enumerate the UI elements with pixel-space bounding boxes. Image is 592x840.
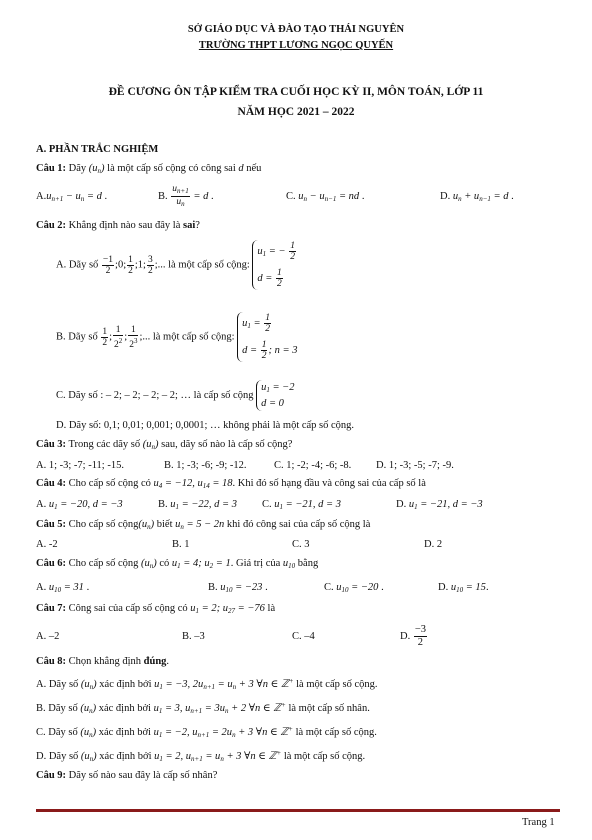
q4-a-label: A. — [36, 499, 47, 510]
q2-b-system: $u_1$ = $\frac{1}{2}$ d = $\frac{1}{2}$ ; n = 3 — [237, 312, 297, 362]
q8-c-label: C. Dãy số — [36, 727, 78, 738]
question-1 — [36, 163, 261, 175]
q2-b-tail: là một cấp số cộng: — [152, 331, 235, 343]
q8-text: Chọn khẳng định — [68, 656, 142, 667]
question-6: Câu 6: Cho cấp số cộng $(u_n)$ có $u_1 = 4$; $u_2 = 1$. Giá trị của $u_{10}$ bằng — [36, 558, 319, 570]
q5-text-a: Cho cấp số cộng — [68, 519, 139, 530]
department-title: SỞ GIÁO DỤC VÀ ĐÀO TẠO THÁI NGUYÊN — [187, 24, 405, 35]
q1-b-label: B. — [158, 190, 168, 202]
q2-a-system: $u_1$ = − $\frac{1}{2}$ d = $\frac{1}{2}$ — [252, 240, 297, 290]
q1-option-c[interactable]: C. $u_n - u_{n-1}$ = nd . — [286, 191, 365, 203]
q8-a-tail: là một cấp số cộng. — [296, 679, 378, 690]
q4-label: Câu 4: — [36, 478, 67, 489]
q3-option-b[interactable]: B. 1; -3; -6; -9; -12. — [164, 460, 247, 471]
q6-option-d[interactable]: D. $u_{10} = 15$. — [438, 582, 489, 594]
q4-c-label: C. — [262, 499, 272, 510]
question-5: Câu 5: Cho cấp số $cộng(u_n)$ biết $u_n = 5 - 2n$ khi đó công sai của cấp số cộng là — [36, 519, 371, 531]
question-7: Câu 7: Công sai của cấp số cộng có $u_1 = 2$; $u_{27} = -76$ là — [36, 603, 276, 615]
q4-option-a[interactable]: A. $u_1 = -20$, d = −3 — [36, 499, 123, 511]
q7-tail: là — [267, 603, 276, 614]
q2-a-label: A. Dãy số — [56, 259, 99, 271]
q6-option-c[interactable]: C. $u_{10} = -20$ . — [324, 582, 384, 594]
section-heading: A. PHẦN TRẮC NGHIỆM — [36, 144, 159, 155]
q4-text-b: . Khi đó số hạng đầu và công sai của cấp số là — [232, 478, 426, 489]
q4-d-label: D. — [396, 499, 407, 510]
q1-text-b: là một cấp số cộng có công sai — [107, 163, 236, 174]
q3-option-c[interactable]: C. 1; -2; -4; -6; -8. — [274, 460, 352, 471]
document-title: ĐỀ CƯƠNG ÔN TẬP KIỂM TRA CUỐI HỌC KỲ II, MÔN TOÁN, LỚP 11 — [108, 86, 484, 98]
q4-b-label: B. — [158, 499, 168, 510]
q5-option-a[interactable]: A. -2 — [36, 539, 58, 550]
q8-option-d[interactable]: D. Dãy số $(u_n)$ xác định bởi $u_1 = 2$, $u_{n+1} = u_n + 3$ ∀n ∈ ℤ+ là một cấp số cộng. — [36, 749, 366, 763]
q6-text-b: có — [159, 558, 170, 569]
q2-option-c[interactable] — [56, 380, 295, 411]
q2-b-label: B. Dãy số — [56, 331, 98, 343]
q6-b-label: B. — [208, 582, 218, 593]
q5-label: Câu 5: — [36, 519, 67, 530]
q2-c-system: $u_1 = -2$ d = 0 — [256, 380, 294, 411]
q8-a-label: A. Dãy số — [36, 679, 79, 690]
q6-text-d: bằng — [297, 558, 319, 569]
q9-text: Dãy số nào sau đây là cấp số nhân? — [68, 770, 218, 781]
q1-option-d[interactable]: D. $u_n + u_{n-1} = d$ . — [440, 191, 514, 203]
q2-option-b[interactable]: B. Dãy số $\frac{1}{2}$ ; $\frac{1}{2^2}$ ; $\frac{1}{2^3}$ ;... là một cấp số cộng: $u_1$ = $\frac{1}{2}$ d = $\frac{1}{2}$ ; n = 3 — [56, 313, 298, 361]
q6-a-label: A. — [36, 582, 47, 593]
school-name — [0, 40, 592, 51]
q8-option-a[interactable]: A. Dãy số $(u_n)$ xác định bởi $u_1 = -3$, $2u_{n+1} = u_n + 3$ ∀n ∈ ℤ+ là một cấp số cộng. — [36, 677, 378, 691]
q2-option-d[interactable]: D. Dãy số: 0,1; 0,01; 0,001; 0,0001; … không phải là một cấp số cộng. — [56, 420, 355, 431]
q2-bold: sai — [182, 220, 196, 231]
q1-a-label: A. — [36, 191, 47, 202]
q3-option-d[interactable]: D. 1; -3; -5; -7; -9. — [376, 460, 454, 471]
q1-sequence: $(u_n)$ — [88, 163, 105, 175]
q7-option-b[interactable]: B. –3 — [182, 631, 205, 642]
question-3: Câu 3: Trong các dãy số $(u_n)$ sau, dãy số nào là cấp số cộng? — [36, 439, 293, 451]
footer-rule — [36, 809, 560, 812]
q8-option-b[interactable]: B. Dãy số $(u_n)$ xác định bởi $u_1 = 3$, $u_{n+1} = 3u_n + 2$ ∀n ∈ ℤ+ là một cấp số nhân. — [36, 701, 370, 715]
q7-option-a[interactable]: A. –2 — [36, 631, 60, 642]
q8-a-mid: xác định bởi — [99, 679, 152, 690]
q8-d-mid: xác định bởi — [99, 751, 152, 762]
q3-label: Câu 3: — [36, 439, 67, 450]
q1-d-label: D. — [440, 191, 451, 202]
q2-end: ? — [195, 220, 200, 231]
q2-c-label: C. Dãy số : – 2; – 2; – 2; – 2; … là cấp số cộng — [56, 389, 254, 401]
q2-text: Khẳng định nào sau đây là — [68, 220, 181, 231]
q8-d-tail: là một cấp số cộng. — [283, 751, 366, 762]
q8-c-tail: là một cấp số cộng. — [295, 727, 377, 738]
q4-text-a: Cho cấp số cộng có — [68, 478, 151, 489]
q5-text-c: khi đó công sai của cấp số cộng là — [226, 519, 371, 530]
q8-c-mid: xác định bởi — [98, 727, 151, 738]
question-4: Câu 4: Cho cấp số cộng có $u_4 = -12$, $u_{14} = 18$. Khi đó số hạng đầu và công sai của cấp số là — [36, 478, 426, 490]
school-name-text: TRƯỜNG THPT LƯƠNG NGỌC QUYẾN — [198, 40, 394, 51]
q7-option-d[interactable]: D. $\frac{-3}{2}$ — [400, 624, 427, 648]
q1-option-a[interactable]: $A.u_{n+1} - u_n = d$ . — [36, 191, 108, 203]
q7-d-label: D. — [400, 630, 411, 642]
q1-d: d — [238, 163, 244, 174]
question-9 — [36, 770, 217, 781]
q8-d-label: D. Dãy số — [36, 751, 79, 762]
q7-text: Công sai của cấp số cộng có — [68, 603, 188, 614]
q3-option-a[interactable]: A. 1; -3; -7; -11; -15. — [36, 460, 124, 471]
q3-text-b: sau, dãy số nào là cấp số cộng? — [161, 439, 293, 450]
q8-b-mid: xác định bởi — [98, 703, 151, 714]
q5-option-b[interactable]: B. 1 — [172, 539, 190, 550]
page-number: Trang 1 — [522, 817, 555, 828]
q8-bold: đúng — [143, 656, 167, 667]
q1-label: Câu 1: — [36, 163, 67, 174]
q2-option-a[interactable]: A. Dãy số $\frac{-1}{2}$ ;0; $\frac{1}{2}$ ;1; $\frac{3}{2}$ ;... là một cấp số cộng: $u_1$ = − $\frac{1}{2}$ d = $\frac{1}{2}$ — [56, 241, 295, 289]
q5-text-b: biết — [156, 519, 173, 530]
q2-label: Câu 2: — [36, 220, 67, 231]
q1-option-b[interactable]: B. $\frac{u_{n+1}}{u_n}$ = d . — [158, 184, 214, 208]
q8-option-c[interactable]: C. Dãy số $(u_n)$ xác định bởi $u_1 = -2$, $u_{n+1} = 2u_n + 3$ ∀n ∈ ℤ+ là một cấp số cộng. — [36, 725, 377, 739]
q6-d-label: D. — [438, 582, 449, 593]
q7-option-c[interactable]: C. –4 — [292, 631, 315, 642]
q1-c-label: C. — [286, 191, 296, 202]
q5-option-d[interactable]: D. 2 — [424, 539, 443, 550]
q6-option-b[interactable]: B. $u_{10} = -23$ . — [208, 582, 268, 594]
q4-option-c[interactable]: C. $u_1 = -21$, d = 3 — [262, 499, 342, 511]
q6-option-a[interactable]: A. $u_{10} = 31$ . — [36, 582, 90, 594]
q8-b-tail: là một cấp số nhân. — [288, 703, 370, 714]
q6-text-c: . Giá trị của — [230, 558, 281, 569]
question-2 — [36, 220, 200, 231]
q7-label: Câu 7: — [36, 603, 67, 614]
q5-option-c[interactable]: C. 3 — [292, 539, 310, 550]
q1-text-c: nếu — [246, 163, 262, 174]
q6-c-label: C. — [324, 582, 334, 593]
q1-text-a: Dãy — [68, 163, 87, 174]
q4-option-d[interactable]: D. $u_1 = -21$, d = −3 — [396, 499, 483, 511]
school-year: NĂM HỌC 2021 – 2022 — [237, 106, 355, 118]
q8-label: Câu 8: — [36, 656, 67, 667]
q4-option-b[interactable]: B. $u_1 = -22$, d = 3 — [158, 499, 238, 511]
q6-text-a: Cho cấp số cộng — [68, 558, 139, 569]
q9-label: Câu 9: — [36, 770, 67, 781]
q2-a-tail: là một cấp số cộng: — [168, 259, 250, 271]
q3-text-a: Trong các dãy số — [68, 439, 141, 450]
question-8: Câu 8: Chọn khẳng định đúng. — [36, 656, 170, 667]
q6-label: Câu 6: — [36, 558, 67, 569]
q8-b-label: B. Dãy số — [36, 703, 78, 714]
